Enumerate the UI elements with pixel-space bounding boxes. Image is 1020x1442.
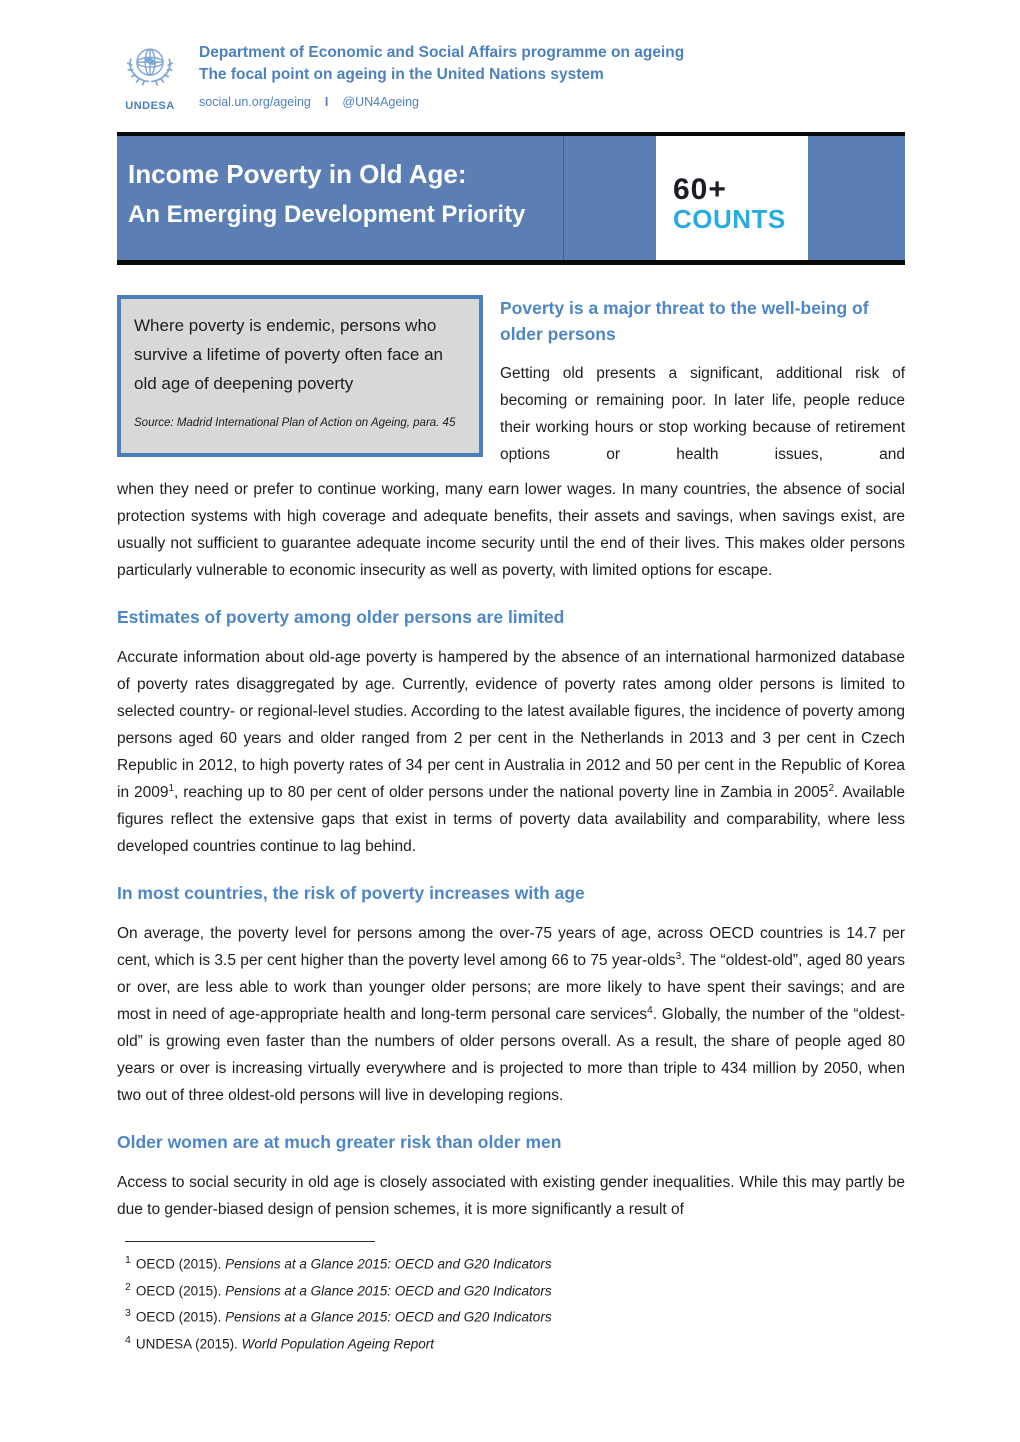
footnote-3 [117,1302,905,1329]
footnote-4-marker[interactable]: 4 [125,1333,131,1346]
header-line2: The focal point on ageing in the United Nations system [199,66,604,83]
undesa-logo [117,42,183,112]
footnote-1-title: Pensions at a Glance 2015: OECD and G20 Indicators [225,1256,552,1272]
footnote-4-title: World Population Ageing Report [241,1336,435,1351]
footnote-2-title: Pensions at a Glance 2015: OECD and G20 Indicators [225,1283,552,1298]
title-banner [117,132,905,265]
footnote-1 [117,1249,905,1276]
undesa-label: UNDESA [125,100,175,112]
footnotes [117,1241,905,1355]
sixty-plus-counts-logo [656,136,808,260]
footnote-3-marker[interactable]: 3 [125,1307,131,1319]
document-subtitle: An Emerging Development Priority [128,201,526,228]
banner-divider [563,136,564,260]
section-heading-gender: Older women are at much greater risk than older men [117,1132,562,1152]
footnote-2-source: OECD (2015). [135,1283,226,1298]
quote-source: Source: Madrid International Plan of Action on Ageing, para. 45 [134,417,456,429]
footnote-separator [125,1241,375,1242]
header-line1: Department of Economic and Social Affairs programme on ageing [199,44,685,61]
footnote-2-marker[interactable]: 2 [125,1280,131,1293]
footnote-3-title: Pensions at a Glance 2015: OECD and G20 Indicators [225,1309,552,1325]
paragraph-estimates: Accurate information about old-age poverty is hampered by the absence of an international harmonized database of poverty rates disaggregated by age. Currently, evidence of poverty rates among older persons is limited to selected country- or regional-level studies. According to the latest available figures, the incidence of poverty among persons aged 60 years and older ranged from 2 per cent in the Netherlands in 2013 and 3 per cent in Czech Republic in 2012, to high poverty rates of 34 per cent in Australia in 2012 and 50 per cent in the Republic of Korea in 2009$^1$, reaching up to 80 per cent of older persons under the national poverty line in Zambia in 2005$^2$. Available figures reflect the extensive gaps that exist in terms of poverty data availability and comparability, where less developed countries continue to lag behind. [117,649,905,855]
header-url-link[interactable]: social.un.org/ageing [199,95,311,109]
paragraph-age-risk: On average, the poverty level for persons among the over-75 years of age, across OECD countries is 14.7 per cent, which is 3.5 per cent higher than the poverty level among 66 to 75 year-olds$^3$. The “oldest-old”, aged 80 years or over, are less able to work than younger older persons; are more likely to have spent their savings; and are most in need of age-appropriate health and long-term personal care services$^4$. Globally, the number of the “oldest-old” is growing even faster than the numbers of older persons overall. As a result, the share of people aged 80 years or over is increasing virtually everywhere and is projected to more than triple to 434 million by 2050, when two out of three oldest-old persons will live in developing regions. [117,925,905,1104]
counts-logo-top: 60+ [673,173,727,206]
header-links [199,95,684,109]
header-twitter-handle[interactable]: @UN4Ageing [342,95,419,109]
header-text [199,42,684,109]
document-title: Income Poverty in Old Age: [128,159,467,189]
paragraph-threat-continuation: when they need or prefer to continue working, many earn lower wages. In many countries, the absence of social protection systems with high coverage and adequate benefits, their assets and savings, when savings exist, are usually not sufficient to guarantee adequate income security until the end of their lives. This makes older persons particularly vulnerable to economic insecurity as well as poverty, with limited options for escape. [117,481,905,579]
footnote-1-marker[interactable]: 1 [125,1254,131,1266]
quote-and-intro-section [117,295,905,468]
header-separator: I [324,95,329,109]
intro-column [500,295,905,468]
counts-logo-bottom: COUNTS [673,204,786,234]
paragraph-gender: Access to social security in old age is closely associated with existing gender inequalities. While this may partly be due to gender-biased design of pension schemes, it is more significantly a result of [117,1174,905,1218]
footnote-4 [117,1329,905,1356]
un-globe-icon [119,81,181,98]
paragraph-threat-intro: Getting old presents a significant, additional risk of becoming or remaining poor. In later life, people reduce their working hours or stop working because of retirement options or health issues, and [500,365,905,463]
footnote-3-source: OECD (2015). [135,1309,226,1325]
footnote-1-source: OECD (2015). [135,1256,226,1272]
quote-box [117,295,483,457]
section-heading-age-risk: In most countries, the risk of poverty increases with age [117,883,585,903]
section-heading-estimates: Estimates of poverty among older persons are limited [117,607,565,627]
footnote-2 [117,1276,905,1303]
header [117,42,905,112]
section-heading-poverty-threat: Poverty is a major threat to the well-being of older persons [500,298,869,344]
quote-text: Where poverty is endemic, persons who survive a lifetime of poverty often face an old age of deepening poverty [134,316,443,393]
footnote-4-source: UNDESA (2015). [135,1336,242,1351]
